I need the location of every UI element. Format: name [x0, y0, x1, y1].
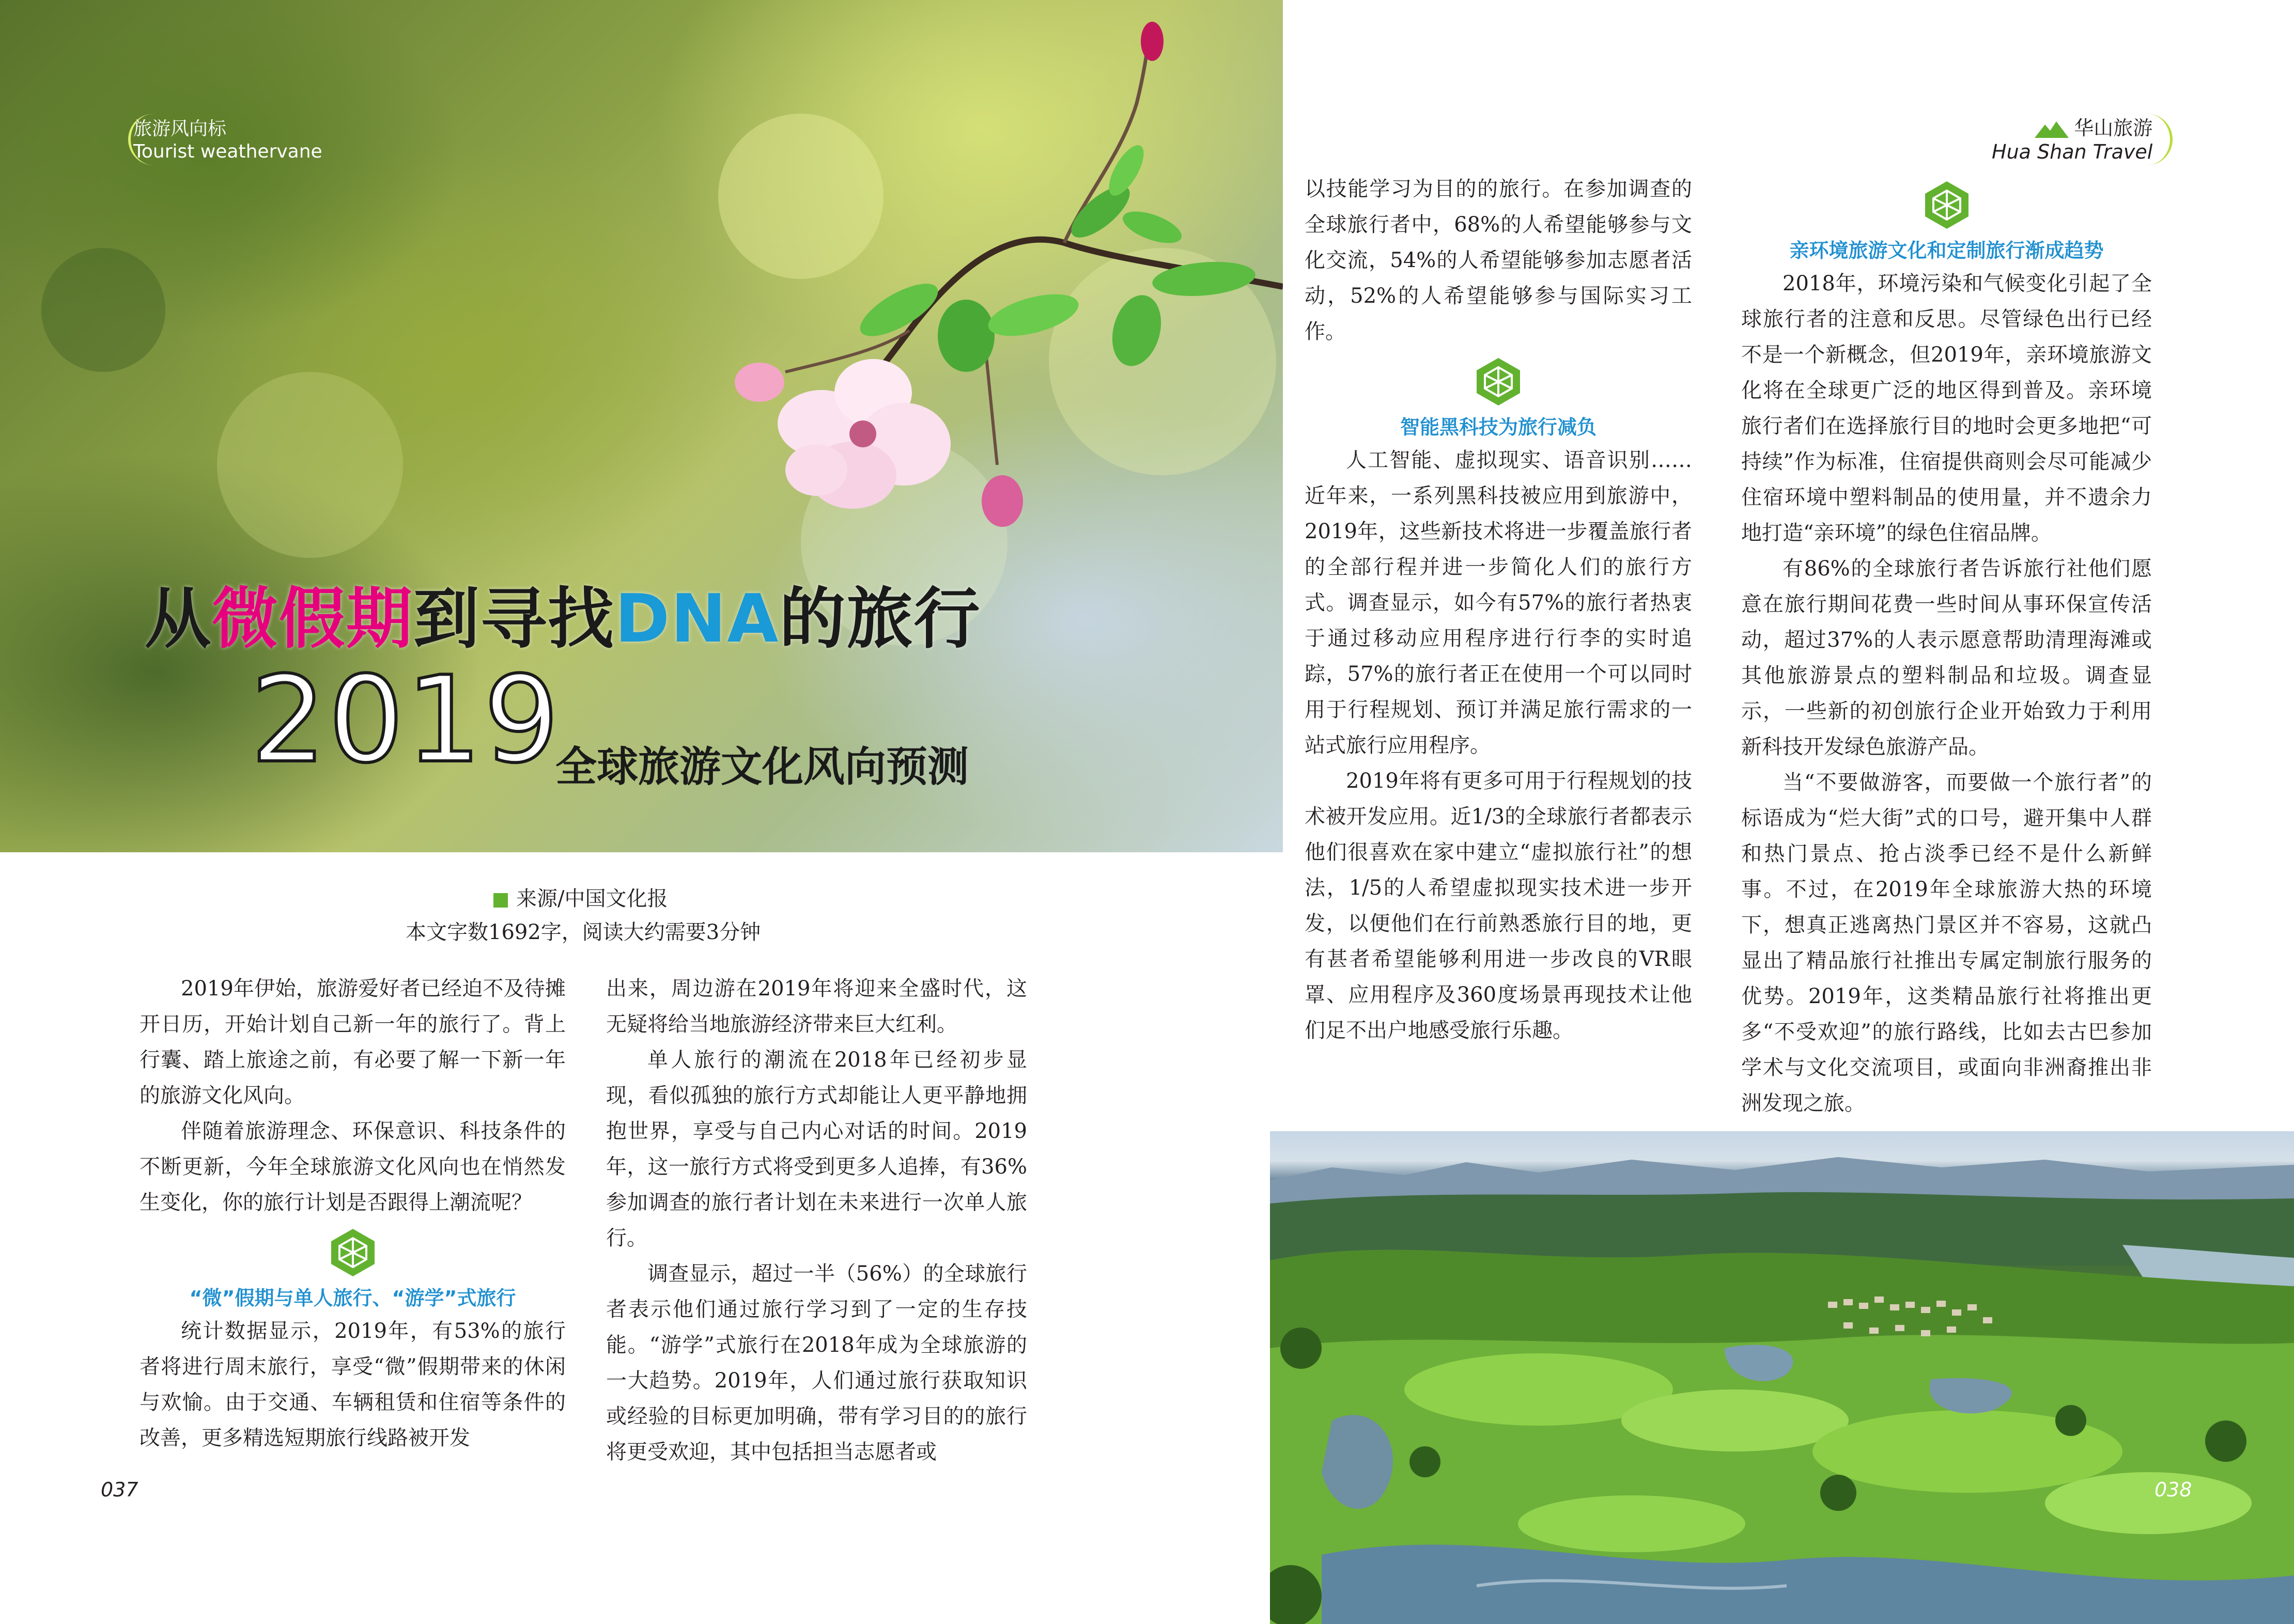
paragraph: 单人旅行的潮流在2018年已经初步显现，看似孤独的旅行方式却能让人更平静地拥抱世界，享受与自己内心对话的时间。2019年，这一旅行方式将受到更多人追捧，有36%参加调查的旅行者计划在未来进行一次单人旅行。 — [606, 1048, 1027, 1250]
text-column-2 — [606, 971, 1027, 1470]
hexagon-leaf-icon — [1473, 356, 1524, 408]
section-heading: 亲环境旅游文化和定制旅行渐成趋势 — [1789, 239, 2104, 262]
paragraph: 2019年伊始，旅游爱好者已经迫不及待摊开日历，开始计划自己新一年的旅行了。背上行囊、踏上旅途之前，有必要了解一下新一年的旅游文化风向。 — [140, 977, 566, 1107]
paragraph: 伴随着旅游理念、环保意识、科技条件的不断更新，今年全球旅游文化风向也在悄然发生变化，你的旅行计划是否跟得上潮流呢？ — [140, 1119, 566, 1214]
page-number-left: 037 — [101, 1478, 138, 1501]
brand-name-cn — [1992, 116, 2152, 140]
text-column-3 — [1305, 171, 1692, 1049]
hero-photo-blossom — [0, 0, 1283, 852]
title-highlight-blue: DNA — [615, 581, 780, 658]
paragraph: 2018年，环境污染和气候变化引起了全球旅行者的注意和反思。尽管绿色出行已经不是一个新概念，但2019年，亲环境旅游文化将在全球更广泛的地区得到普及。亲环境旅行者们在选择旅行目的地时会更多地把“可持续”作为标准，住宿提供商则会尽可能减少住宿环境中塑料制品的使用量，并不遗余力地打造“亲环境”的绿色住宿品牌。 — [1741, 272, 2152, 545]
brand-cn-text: 华山旅游 — [2074, 117, 2153, 139]
hexagon-leaf-icon — [1921, 179, 1973, 231]
hexagon-leaf-icon — [327, 1227, 379, 1278]
paragraph: 当“不要做游客，而要做一个旅行者”的标语成为“烂大街”式的口号，避开集中人群和热门景点、抢占淡季已经不是什么新鲜事。不过，在2019年全球旅游大热的环境下，想真正逃离热门景区并不容易，这就凸显出了精品旅行社推出专属定制旅行服务的优势。2019年，这类精品旅行社将推出更多“不受欢迎”的旅行路线，比如去古巴参加学术与文化交流项目，或面向非洲裔推出非洲发现之旅。 — [1741, 771, 2152, 1115]
title-part1: 从 — [145, 581, 212, 658]
text-column-4 — [1741, 173, 2152, 1121]
section-tag-en: Tourist weathervane — [133, 141, 322, 162]
text-column-1 — [140, 971, 566, 1456]
paragraph: 以技能学习为目的的旅行。在参加调查的全球旅行者中，68%的人希望能够参与文化交流，54%的人希望能够参加志愿者活动，52%的人希望能够参与国际实习工作。 — [1305, 177, 1692, 343]
reading-time: 本文字数1692字，阅读大约需要3分钟 — [406, 920, 761, 944]
paragraph: 2019年将有更多可用于行程规划的技术被开发应用。近1/3的全球旅行者都表示他们很喜欢在家中建立“虚拟旅行社”的想法，1/5的人希望虚拟现实技术进一步开发，以便他们在行前熟悉旅行目的地，更有甚者希望能够利用进一步改良的VR眼罩、应用程序及360度场景再现技术让他们足不出户地感受旅行乐趣。 — [1305, 769, 1692, 1042]
source-line — [493, 882, 668, 912]
brand-arc — [2144, 114, 2173, 165]
article-subtitle: 全球旅游文化风向预测 — [555, 743, 969, 791]
paragraph: 统计数据显示，2019年，有53%的旅行者将进行周末旅行，享受“微”假期带来的休闲与欢愉。由于交通、车辆租赁和住宿等条件的改善，更多精选短期旅行线路被开发 — [140, 1319, 566, 1450]
paragraph: 人工智能、虚拟现实、语音识别……近年来，一系列黑科技被应用到旅游中，2019年，这些新技术将进一步覆盖旅行者的全部行程并进一步简化人们的旅行方式。调查显示，如今有57%的旅行者热衷于通过移动应用程序进行行李的实时追踪，57%的旅行者正在使用一个可以同时用于行程规划、预订并满足旅行需求的一站式旅行应用程序。 — [1305, 448, 1692, 757]
paragraph: 有86%的全球旅行者告诉旅行社他们愿意在旅行期间花费一些时间从事环保宣传活动，超过37%的人表示愿意帮助清理海滩或其他旅游景点的塑料制品和垃圾。调查显示，一些新的初创旅行企业开始致力于利用新科技开发绿色旅游产品。 — [1741, 557, 2152, 759]
section-heading: “微”假期与单人旅行、“游学”式旅行 — [189, 1287, 516, 1309]
article-title — [145, 566, 981, 661]
paragraph: 调查显示，超过一半（56%）的全球旅行者表示他们通过旅行学习到了一定的生存技能。“游学”式旅行在2018年成为全球旅游的一大趋势。2019年，人们通过旅行获取知识或经验的目标更加明确，带有学习目的的旅行将更受欢迎，其中包括担当志愿者或 — [606, 1262, 1027, 1464]
source-text: 来源/中国文化报 — [516, 887, 668, 911]
green-square-icon — [493, 893, 508, 908]
landscape-photo-golf-resort — [1270, 1131, 2294, 1624]
page-number-right: 038 — [2154, 1478, 2192, 1501]
title-year: 2019 — [251, 651, 562, 789]
title-part3: 到寻找 — [413, 581, 615, 658]
mountain-logo-icon — [2034, 119, 2070, 140]
section-tag-cn: 旅游风向标 — [133, 118, 227, 139]
title-highlight-pink: 微假期 — [212, 581, 414, 658]
title-part5: 的旅行 — [779, 581, 981, 658]
section-heading: 智能黑科技为旅行减负 — [1400, 416, 1597, 439]
paragraph: 出来，周边游在2019年将迎来全盛时代，这无疑将给当地旅游经济带来巨大红利。 — [606, 977, 1027, 1036]
brand-name-en: Hua Shan Travel — [1992, 140, 2153, 163]
brand-logo — [1992, 116, 2152, 164]
section-tag — [133, 118, 322, 163]
landscape-illustration — [1270, 1131, 2294, 1624]
